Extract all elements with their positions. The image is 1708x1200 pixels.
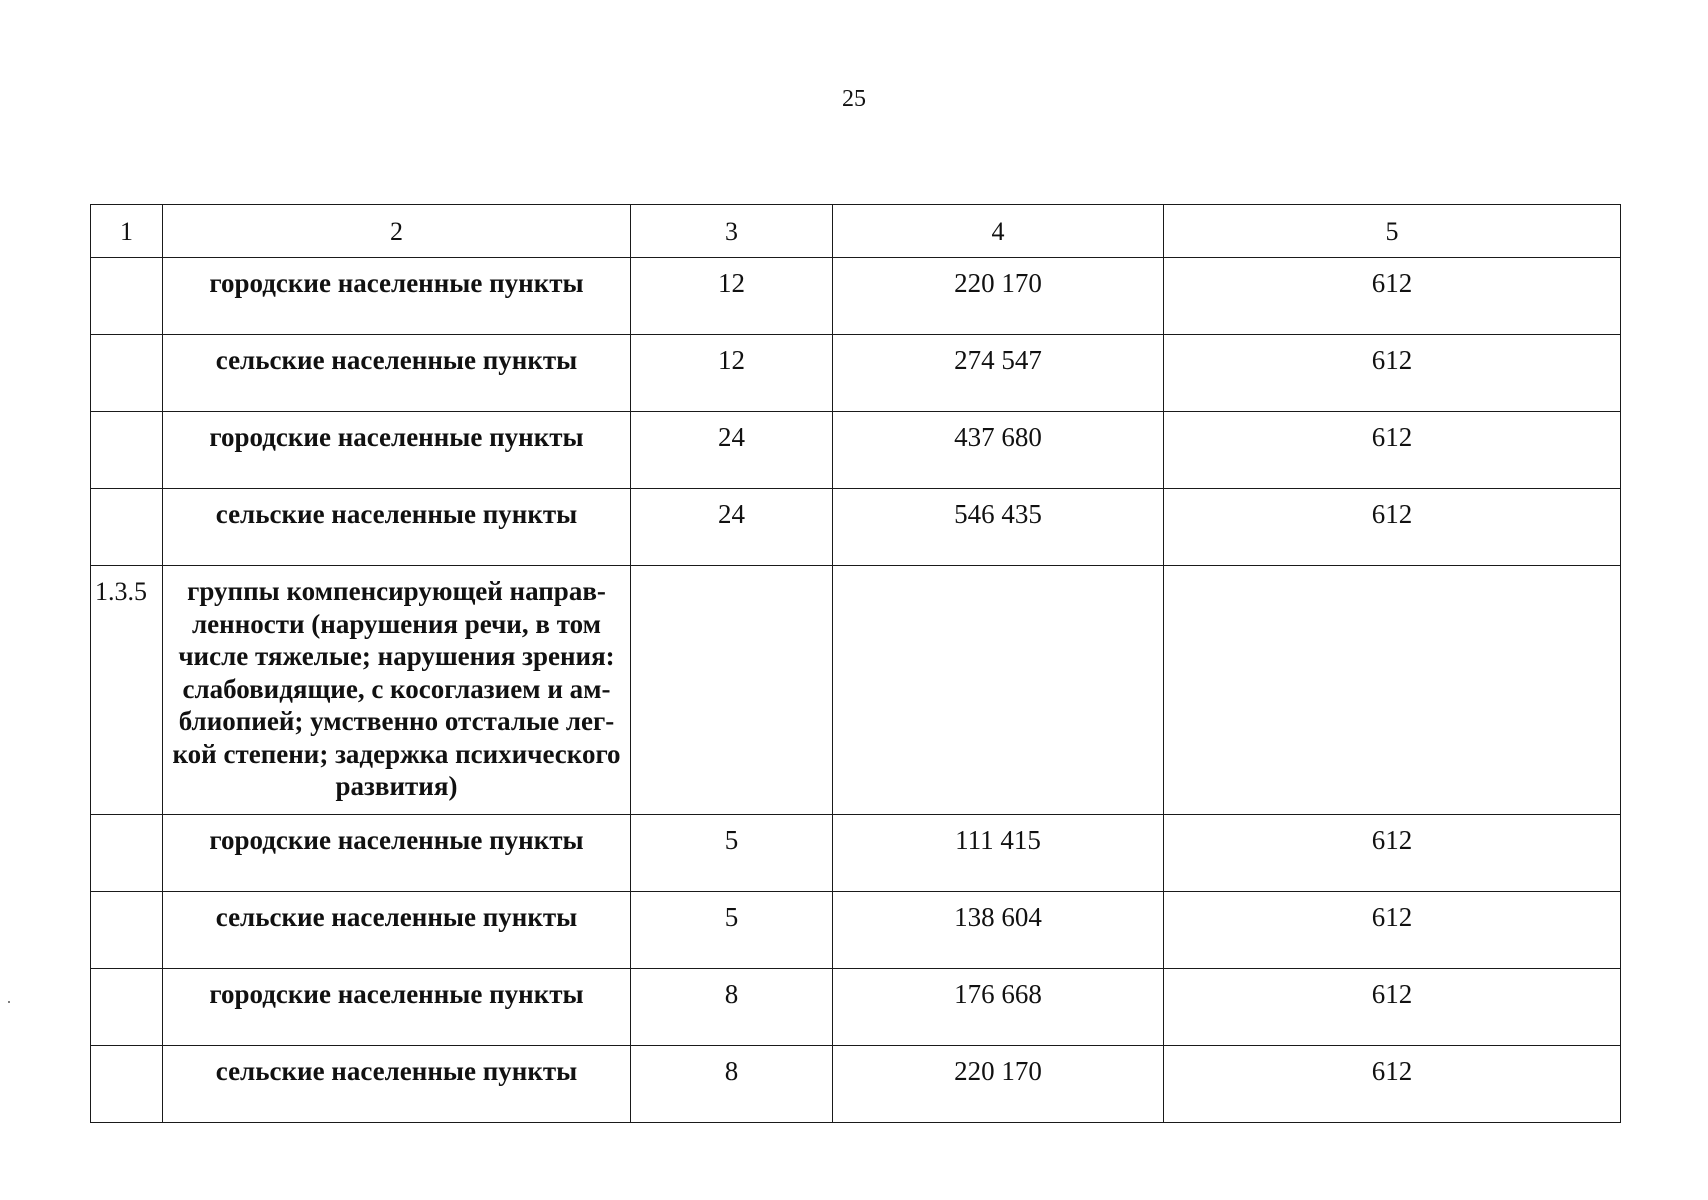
- row-name-cell: сельские населенные пункты: [163, 335, 631, 412]
- table-row: [91, 1046, 1621, 1123]
- row-value-cell: 5: [631, 892, 833, 969]
- column-header: 2: [163, 205, 631, 258]
- row-number-cell: [91, 489, 163, 566]
- row-name-cell: сельские населенные пункты: [163, 892, 631, 969]
- row-number-cell: [91, 1046, 163, 1123]
- group-name-cell: [163, 566, 631, 815]
- table-row: [91, 815, 1621, 892]
- row-name-cell: сельские населенные пункты: [163, 489, 631, 566]
- row-value-cell: 437 680: [833, 412, 1164, 489]
- table-row: [91, 335, 1621, 412]
- row-value-cell: 176 668: [833, 969, 1164, 1046]
- data-table: [90, 204, 1621, 1123]
- row-number-cell: [91, 258, 163, 335]
- row-value-cell: 111 415: [833, 815, 1164, 892]
- row-value-cell: 612: [1164, 969, 1621, 1046]
- group-name-line: группы компенсирующей направ-: [187, 576, 606, 606]
- table-row: [91, 489, 1621, 566]
- group-name-line: развития): [335, 771, 458, 801]
- row-value-cell: 612: [1164, 489, 1621, 566]
- row-number-cell: [91, 969, 163, 1046]
- group-value-cell: [1164, 566, 1621, 815]
- row-value-cell: 24: [631, 412, 833, 489]
- table-header-row: [91, 205, 1621, 258]
- row-name-cell: городские населенные пункты: [163, 815, 631, 892]
- table-row: [91, 412, 1621, 489]
- row-name-cell: сельские населенные пункты: [163, 1046, 631, 1123]
- column-header: 4: [833, 205, 1164, 258]
- group-name-line: ленности (нарушения речи, в том: [192, 608, 601, 639]
- row-value-cell: 612: [1164, 1046, 1621, 1123]
- row-number-cell: [91, 412, 163, 489]
- row-name-cell: городские населенные пункты: [163, 969, 631, 1046]
- row-number-cell: [91, 892, 163, 969]
- row-value-cell: 612: [1164, 258, 1621, 335]
- scan-speck: [8, 1001, 10, 1003]
- row-value-cell: 546 435: [833, 489, 1164, 566]
- row-number-cell: [91, 815, 163, 892]
- row-value-cell: 12: [631, 258, 833, 335]
- row-value-cell: 220 170: [833, 1046, 1164, 1123]
- row-value-cell: 5: [631, 815, 833, 892]
- row-value-cell: 612: [1164, 335, 1621, 412]
- table-row: [91, 892, 1621, 969]
- column-header: 3: [631, 205, 833, 258]
- row-value-cell: 220 170: [833, 258, 1164, 335]
- group-number-cell: 1.3.5: [91, 566, 163, 815]
- row-value-cell: 8: [631, 969, 833, 1046]
- group-value-cell: [833, 566, 1164, 815]
- group-name-line: слабовидящие, с косоглазием и ам-: [182, 673, 611, 704]
- group-value-cell: [631, 566, 833, 815]
- group-row: [91, 566, 1621, 815]
- table-row: [91, 969, 1621, 1046]
- page-number: 25: [842, 86, 866, 112]
- column-header: 1: [91, 205, 163, 258]
- table-row: [91, 258, 1621, 335]
- row-value-cell: 612: [1164, 815, 1621, 892]
- column-header: 5: [1164, 205, 1621, 258]
- row-number-cell: [91, 335, 163, 412]
- row-value-cell: 274 547: [833, 335, 1164, 412]
- row-value-cell: 612: [1164, 412, 1621, 489]
- group-name-line: кой степени; задержка психического: [172, 738, 621, 769]
- row-value-cell: 8: [631, 1046, 833, 1123]
- row-value-cell: 24: [631, 489, 833, 566]
- row-value-cell: 12: [631, 335, 833, 412]
- row-name-cell: городские населенные пункты: [163, 258, 631, 335]
- row-value-cell: 138 604: [833, 892, 1164, 969]
- group-name-line: блиопией; умственно отсталые лег-: [178, 706, 615, 736]
- row-value-cell: 612: [1164, 892, 1621, 969]
- group-name-line: числе тяжелые; нарушения зрения:: [178, 641, 615, 671]
- row-name-cell: городские населенные пункты: [163, 412, 631, 489]
